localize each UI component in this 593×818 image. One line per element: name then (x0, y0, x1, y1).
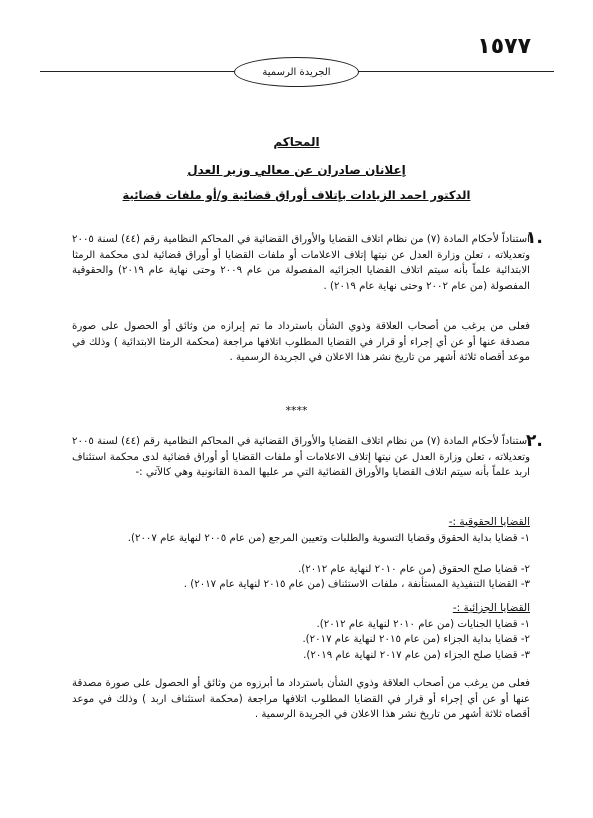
separator: **** (285, 404, 308, 417)
notice-2-paragraph-1: استناداً لأحكام المادة (٧) من نظام اتلاف القضايا والأوراق القضائية في المحاكم النظامية رقم (٤٤) لسنة ٢٠٠٥ وتعديلاته ، تعلن وزارة العدل عن نيتها إتلاف الاعلامات أو ملفات القضايا أو أوراق قضائية لدى محكمة استئناف اربد علماً بأنه سيتم اتلاف القضايا والأوراق القضائية التي مر عليها المدة القانونية وهي كالآتي :- (72, 436, 531, 479)
gazette-label: الجريدة الرسمية (262, 66, 331, 78)
criminal-case-item: ١- قضايا الجنايات (من عام ٢٠١٠ لنهاية عام ٢٠١٢). (316, 619, 530, 630)
page-number: ١٥٧٧ (477, 34, 531, 59)
criminal-cases-heading: القضايا الجزائية :- (452, 602, 530, 614)
criminal-case-item: ٣- قضايا صلح الجزاء (من عام ٢٠١٧ لنهاية عام ٢٠١٩). (303, 650, 530, 661)
civil-case-item: ٣- القضايا التنفيذية المستأنفة ، ملفات الاستئناف (من عام ٢٠١٥ لنهاية عام ٢٠١٧) . (183, 579, 530, 590)
notice-2-number: ٢. (526, 431, 543, 451)
notice-1-paragraph-2: فعلى من يرغب من أصحاب العلاقة وذوي الشأن باسترداد ما تم إبرازه من وثائق أو الحصول على صورة مصدقة عنها أو عن أي إجراء أو قرار في القضايا المطلوب اتلافها مراجعة (محكمة الرمثا الابتدائية ) وذلك في موعد أقصاه ثلاثة أشهر من تاريخ نشر هذا الاعلان في الجريدة الرسمية . (72, 321, 530, 364)
announcement-title: إعلانان صادران عن معالي وزير العدل (187, 163, 406, 177)
notice-1-paragraph-1: استناداً لأحكام المادة (٧) من نظام اتلاف القضايا والأوراق القضائية في المحاكم النظامية رقم (٤٤) لسنة ٢٠٠٥ وتعديلاته ، تعلن وزارة العدل عن نيتها إتلاف الاعلامات أو ملفات القضايا أو أوراق قضائية لدى محكمة الرمثا الابتدائية علماً بأنه سيتم اتلاف القضايا الجزائيه المفصولة من عام ٢٠٠٩ وحتى نهاية عام ٢٠١٩) والحقوقية المفصولة (من عام ٢٠٠٢ وحتى نهاية عام ٢٠١٩) . (72, 234, 531, 292)
gazette-label-oval (234, 57, 359, 87)
notice-2-paragraph-2: فعلى من يرغب من أصحاب العلاقة وذوي الشأن باسترداد ما أبرزوه من وثائق أو الحصول على صورة مصدقة عنها أو عن أي إجراء أو قرار في القضايا المطلوب اتلافها مراجعة (محكمة استئناف اربد ) وذلك في موعد أقصاه ثلاثة أشهر من تاريخ نشر هذا الاعلان في الجريدة الرسمية . (72, 678, 530, 721)
section-title: المحاكم (273, 135, 320, 149)
notice-1-number: ١. (526, 228, 543, 248)
civil-case-item: ١- قضايا بداية الحقوق وقضايا التسوية والطلبات وتعيين المرجع (من عام ٢٠٠٥ لنهاية عام ٢٠٠٧). (127, 533, 530, 544)
civil-case-item: ٢- قضايا صلح الحقوق (من عام ٢٠١٠ لنهاية عام ٢٠١٢). (298, 564, 530, 575)
criminal-case-item: ٢- قضايا بداية الجزاء (من عام ٢٠١٥ لنهاية عام ٢٠١٧). (302, 634, 530, 645)
civil-cases-heading: القضايا الحقوقية :- (448, 516, 530, 528)
announcement-subtitle: الدكتور احمد الزيادات بإتلاف أوراق قضائية و/أو ملفات قضائية (122, 188, 471, 202)
